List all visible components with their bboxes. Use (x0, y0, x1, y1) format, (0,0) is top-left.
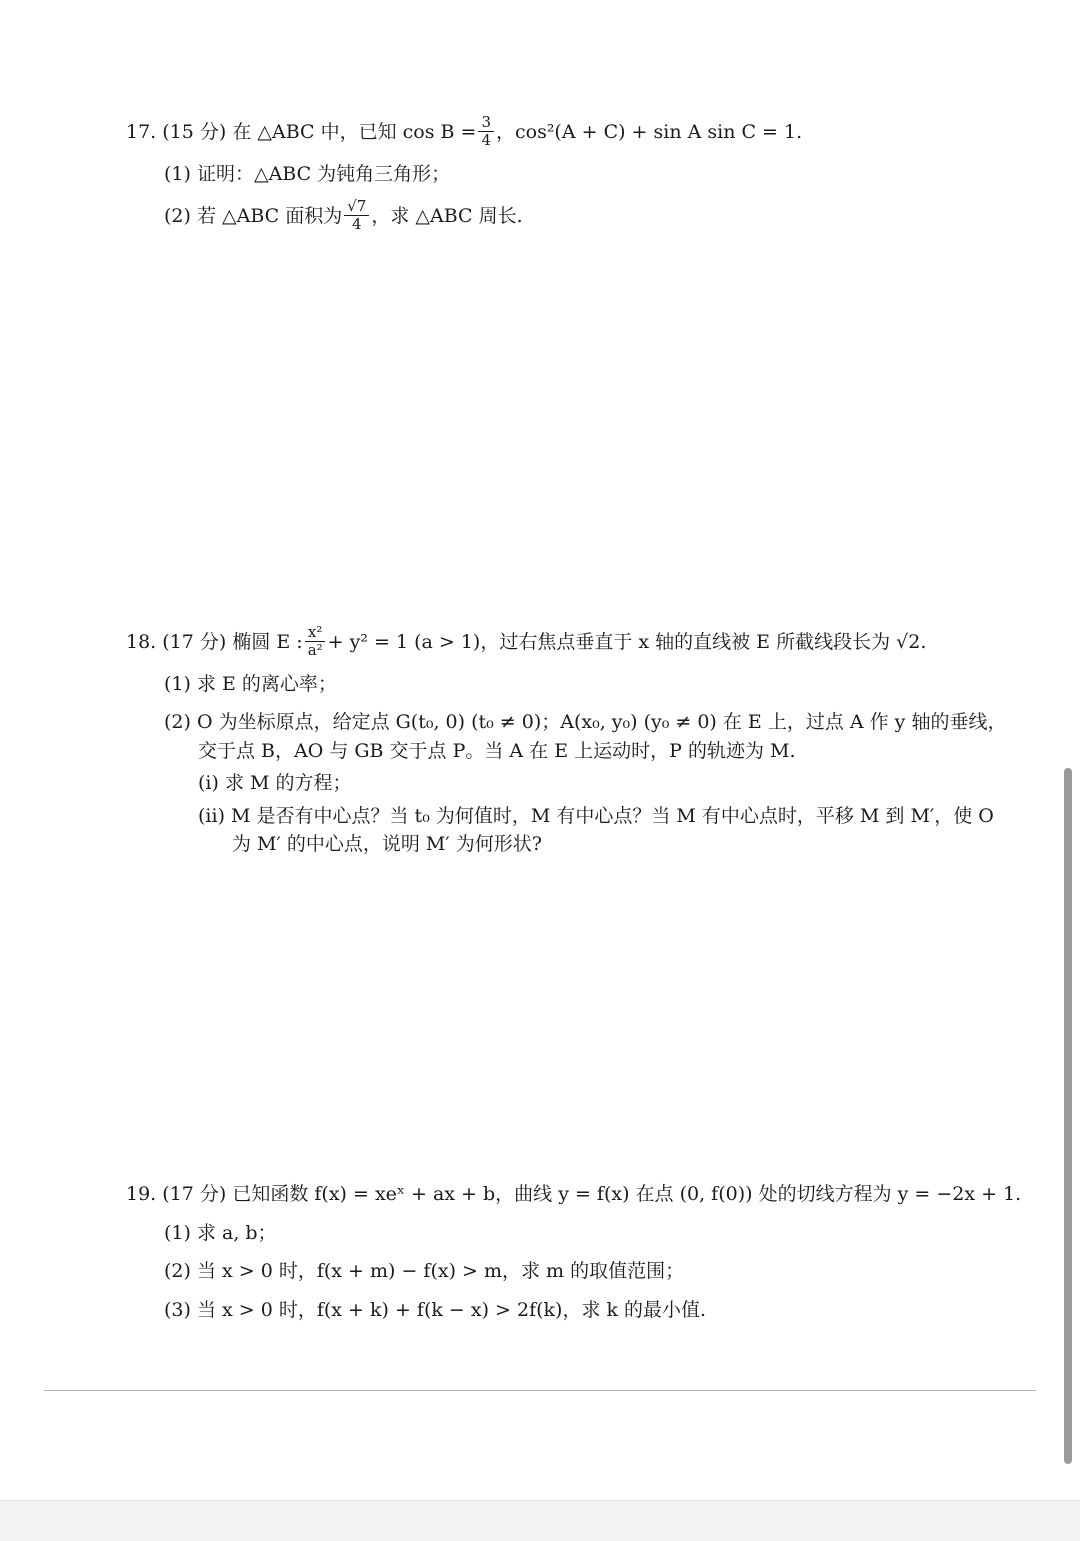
problem-18-fraction (305, 624, 326, 660)
problem-18-stem-pre: 18. (17 分) 椭圆 E : (126, 630, 303, 653)
problem-19-stem: 19. (17 分) 已知函数 f(x) = xeˣ + ax + b，曲线 y = f(x) 在点 (0, f(0)) 处的切线方程为 y = −2x + 1. (126, 1183, 1022, 1205)
vertical-scrollbar[interactable] (1064, 768, 1072, 1464)
fraction-numerator: 3 (478, 114, 494, 132)
problem-19 (126, 1180, 1026, 1324)
problem-19-part-3: (3) 当 x > 0 时，f(x + k) + f(k − x) > 2f(k)，求 k 的最小值. (164, 1298, 707, 1321)
problem-17-part-2-post: ，求 △ABC 周长. (371, 204, 523, 227)
problem-17-area-fraction (344, 198, 369, 234)
problem-17-stem-post: ，cos²(A + C) + sin A sin C = 1. (495, 120, 803, 143)
problem-17-stem (126, 114, 1026, 150)
fraction-denominator: 4 (481, 131, 491, 150)
problem-18-stem-post: + y² = 1 (a > 1)，过右焦点垂直于 x 轴的直线被 E 所截线段长为 √2. (327, 630, 927, 653)
problem-18-part-2-ii (126, 802, 1016, 859)
problem-18 (126, 624, 1026, 859)
fraction-denominator: a² (307, 641, 323, 660)
problem-17-part-2-pre: (2) 若 △ABC 面积为 (164, 204, 343, 227)
problem-17-fraction (478, 114, 494, 150)
problem-18-part-2-text: (2) O 为坐标原点，给定点 G(t₀, 0) (t₀ ≠ 0)；A(x₀, y₀) (y₀ ≠ 0) 在 E 上，过点 A 作 y 轴的垂线，交于点 B，AO 与 GB 交于点 P。当 A 在 E 上运动时，P 的轨迹为 M. (164, 711, 1007, 762)
fraction-numerator: √7 (344, 198, 369, 216)
problem-17 (126, 114, 1026, 234)
fraction-denominator: 4 (352, 215, 362, 234)
problem-19-part-2: (2) 当 x > 0 时，f(x + m) − f(x) > m，求 m 的取值范围； (164, 1260, 685, 1282)
problem-18-part-2-ii-text: (ii) M 是否有中心点？当 t₀ 为何值时，M 有中心点？当 M 有中心点时，平移 M 到 M′，使 O 为 M′ 的中心点，说明 M′ 为何形状? (198, 804, 994, 855)
problem-18-stem (126, 624, 1026, 660)
problem-17-part-2 (126, 198, 1026, 234)
page-divider (44, 1390, 1036, 1391)
problem-18-part-2-i: (i) 求 M 的方程； (198, 772, 352, 794)
problem-19-part-1: (1) 求 a, b； (164, 1221, 277, 1244)
fraction-numerator: x² (305, 624, 325, 642)
problem-17-part-1: (1) 证明：△ABC 为钝角三角形； (164, 162, 451, 185)
problem-18-part-2 (126, 708, 1016, 765)
problem-17-stem-pre: 17. (15 分) 在 △ABC 中，已知 cos B = (126, 120, 477, 143)
problem-18-part-1: (1) 求 E 的离心率； (164, 672, 337, 695)
viewer-bottom-bar (0, 1500, 1080, 1541)
